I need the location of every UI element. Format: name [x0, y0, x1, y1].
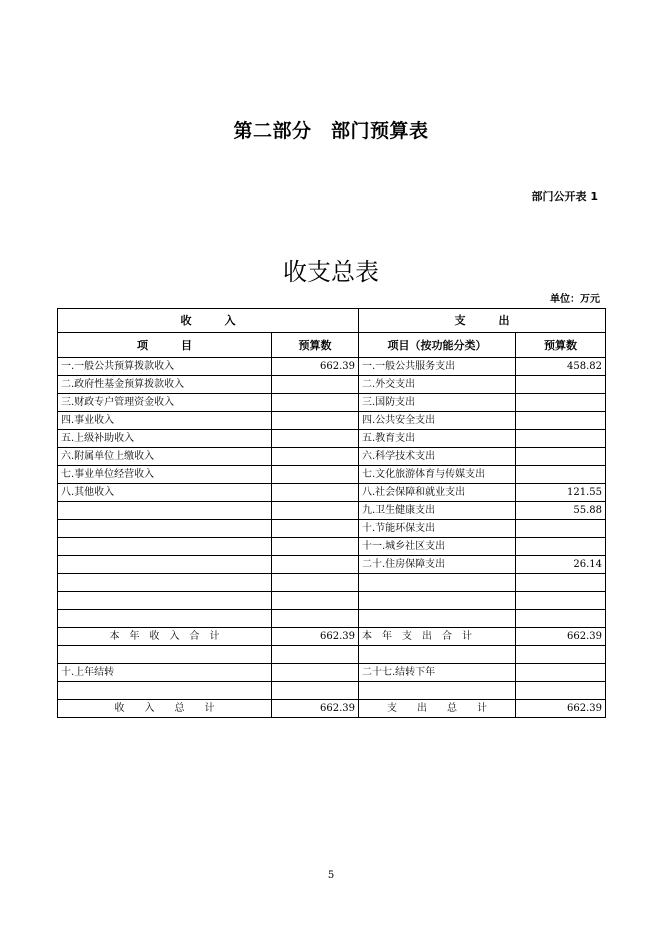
table-title: 收支总表 — [283, 258, 379, 286]
grand-expense-total-label: 支 出 总 计 — [359, 700, 516, 718]
expense-item-cell: 二.外交支出 — [359, 376, 516, 394]
income-value-cell — [272, 520, 359, 538]
table-row — [58, 376, 606, 394]
income-item-cell: 一.一般公共预算拨款收入 — [58, 358, 272, 376]
income-item-cell: 十.上年结转 — [58, 664, 272, 682]
table-row — [58, 574, 606, 592]
table-row — [58, 520, 606, 538]
income-item-cell — [58, 682, 272, 700]
expense-item-cell: 十.节能环保支出 — [359, 520, 516, 538]
income-value-cell — [272, 592, 359, 610]
expense-value-cell — [516, 394, 606, 412]
income-budget-header: 预算数 — [272, 333, 359, 358]
part-title: 第二部分 部门预算表 — [233, 120, 429, 142]
income-value-cell — [272, 394, 359, 412]
header-row-columns — [58, 333, 606, 358]
income-value-cell — [272, 610, 359, 628]
expense-value-cell — [516, 430, 606, 448]
expense-item-cell: 五.教育支出 — [359, 430, 516, 448]
year-total-row — [58, 628, 606, 646]
unit-label: 单位：万元 — [550, 294, 600, 305]
table-row — [58, 448, 606, 466]
income-value-cell — [272, 574, 359, 592]
grand-expense-total-value: 662.39 — [516, 700, 606, 718]
table-row — [58, 466, 606, 484]
expense-item-cell — [359, 574, 516, 592]
income-item-cell — [58, 520, 272, 538]
income-item-cell — [58, 592, 272, 610]
expense-item-cell: 一.一般公共服务支出 — [359, 358, 516, 376]
expense-value-cell — [516, 538, 606, 556]
income-value-cell — [272, 376, 359, 394]
expense-item-cell: 十一.城乡社区支出 — [359, 538, 516, 556]
income-value-cell — [272, 412, 359, 430]
income-value-cell — [272, 646, 359, 664]
table-row — [58, 412, 606, 430]
income-item-cell: 二.政府性基金预算拨款收入 — [58, 376, 272, 394]
income-value-cell — [272, 430, 359, 448]
table-row — [58, 610, 606, 628]
income-value-cell — [272, 448, 359, 466]
income-value-cell — [272, 484, 359, 502]
table-row — [58, 538, 606, 556]
expense-item-cell — [359, 610, 516, 628]
income-item-cell: 七.事业单位经营收入 — [58, 466, 272, 484]
table-row — [58, 430, 606, 448]
income-value-cell — [272, 682, 359, 700]
income-item-cell — [58, 502, 272, 520]
expense-value-cell — [516, 592, 606, 610]
header-row-sections — [58, 309, 606, 333]
expense-value-cell — [516, 664, 606, 682]
form-id: 部门公开表 1 — [531, 190, 598, 203]
income-item-cell — [58, 556, 272, 574]
expense-header: 支 出 — [359, 309, 606, 333]
expense-item-cell: 二十.住房保障支出 — [359, 556, 516, 574]
year-income-total-value: 662.39 — [272, 628, 359, 646]
income-item-cell: 八.其他收入 — [58, 484, 272, 502]
table-row — [58, 358, 606, 376]
income-header: 收 入 — [58, 309, 359, 333]
grand-total-section — [58, 700, 606, 718]
expense-value-cell — [516, 682, 606, 700]
table-row — [58, 592, 606, 610]
expense-item-cell: 三.国防支出 — [359, 394, 516, 412]
expense-item-cell — [359, 592, 516, 610]
main-rows — [58, 358, 606, 628]
year-income-total-label: 本 年 收 入 合 计 — [58, 628, 272, 646]
income-item-header: 项 目 — [58, 333, 272, 358]
expense-value-cell: 121.55 — [516, 484, 606, 502]
table-row — [58, 502, 606, 520]
table-row — [58, 556, 606, 574]
year-expense-total-label: 本 年 支 出 合 计 — [359, 628, 516, 646]
income-value-cell — [272, 556, 359, 574]
table-row — [58, 394, 606, 412]
expense-item-cell — [359, 682, 516, 700]
grand-total-row — [58, 700, 606, 718]
expense-value-cell — [516, 448, 606, 466]
income-value-cell — [272, 502, 359, 520]
table-row — [58, 664, 606, 682]
expense-value-cell — [516, 466, 606, 484]
expense-value-cell: 26.14 — [516, 556, 606, 574]
expense-item-cell: 九.卫生健康支出 — [359, 502, 516, 520]
income-item-cell: 六.附属单位上缴收入 — [58, 448, 272, 466]
income-item-cell — [58, 574, 272, 592]
income-item-cell: 五.上级补助收入 — [58, 430, 272, 448]
table-row — [58, 484, 606, 502]
income-item-cell — [58, 646, 272, 664]
income-item-cell — [58, 610, 272, 628]
expense-item-cell: 七.文化旅游体育与传媒支出 — [359, 466, 516, 484]
page-number: 5 — [327, 870, 335, 881]
expense-value-cell — [516, 646, 606, 664]
table-row — [58, 682, 606, 700]
expense-value-cell — [516, 412, 606, 430]
income-value-cell: 662.39 — [272, 358, 359, 376]
expense-value-cell: 458.82 — [516, 358, 606, 376]
income-item-cell — [58, 538, 272, 556]
expense-item-cell: 六.科学技术支出 — [359, 448, 516, 466]
expense-budget-header: 预算数 — [516, 333, 606, 358]
expense-item-cell: 二十七.结转下年 — [359, 664, 516, 682]
budget-table — [57, 308, 606, 718]
expense-item-cell — [359, 646, 516, 664]
expense-value-cell — [516, 376, 606, 394]
income-item-cell: 四.事业收入 — [58, 412, 272, 430]
expense-item-header: 项目（按功能分类） — [359, 333, 516, 358]
income-item-cell: 三.财政专户管理资金收入 — [58, 394, 272, 412]
grand-income-total-value: 662.39 — [272, 700, 359, 718]
expense-value-cell — [516, 574, 606, 592]
income-value-cell — [272, 664, 359, 682]
expense-item-cell: 八.社会保障和就业支出 — [359, 484, 516, 502]
carry-rows — [58, 646, 606, 700]
table-row — [58, 646, 606, 664]
grand-income-total-label: 收 入 总 计 — [58, 700, 272, 718]
income-value-cell — [272, 538, 359, 556]
expense-value-cell — [516, 610, 606, 628]
year-expense-total-value: 662.39 — [516, 628, 606, 646]
expense-value-cell — [516, 520, 606, 538]
income-value-cell — [272, 466, 359, 484]
year-total-section — [58, 628, 606, 646]
expense-item-cell: 四.公共安全支出 — [359, 412, 516, 430]
expense-value-cell: 55.88 — [516, 502, 606, 520]
